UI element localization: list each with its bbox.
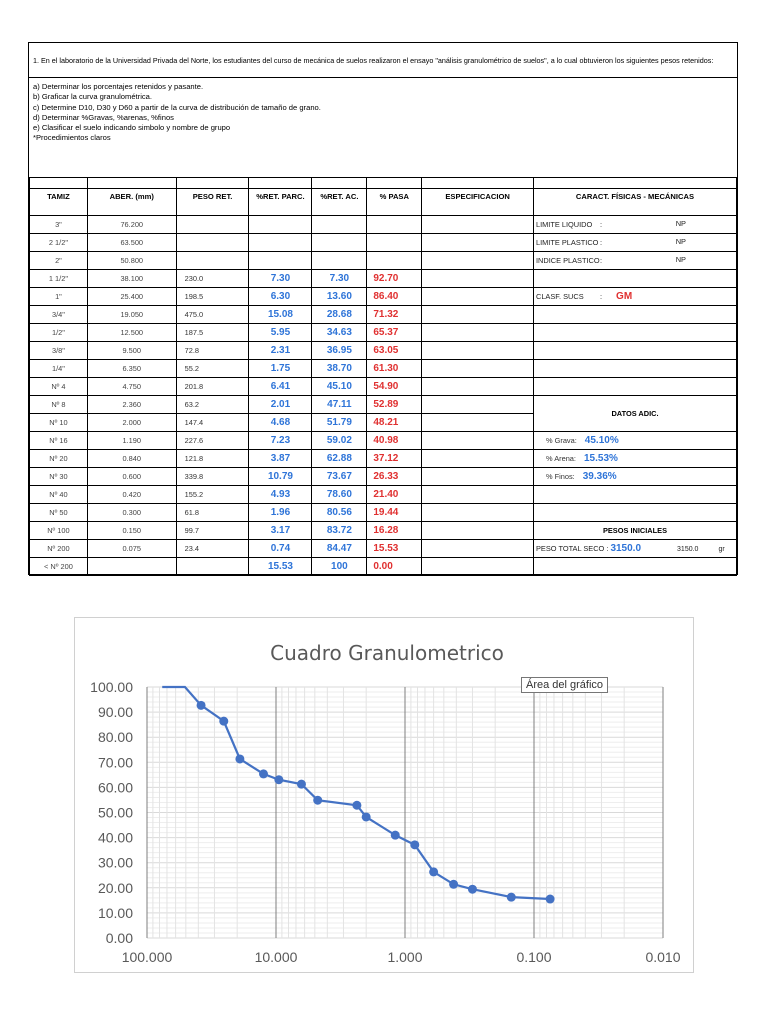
cell-pasa: 61.30 [367, 360, 422, 378]
cell-ret-parc: 0.74 [249, 540, 312, 558]
property-cell [533, 234, 736, 252]
sucs-cell [533, 288, 736, 306]
property-sep: : [606, 544, 609, 553]
cell-tamiz: 3/8" [30, 342, 88, 360]
cell-ret-parc: 3.87 [249, 450, 312, 468]
cell-tamiz: 1/2" [30, 324, 88, 342]
cell-aber: 63.500 [87, 234, 176, 252]
cell-tamiz: 3" [30, 216, 88, 234]
fraction-cell [533, 468, 736, 486]
table-row [30, 522, 737, 540]
property-sep: : [599, 256, 603, 265]
fraction-value: 45.10% [584, 435, 619, 446]
cell-aber: 0.840 [87, 450, 176, 468]
cell-ret-ac: 62.88 [312, 450, 367, 468]
cell-especificacion [422, 270, 534, 288]
y-tick-label: 0.00 [105, 930, 133, 946]
task-item: *Procedimientos claros [33, 133, 111, 143]
cell-peso: 475.0 [176, 306, 249, 324]
table-row [30, 360, 737, 378]
cell-especificacion [422, 306, 534, 324]
cell-ret-ac: 84.47 [312, 540, 367, 558]
cell-peso: 230.0 [176, 270, 249, 288]
peso-total-value-2: 3150.0 [677, 546, 699, 553]
table-row [30, 270, 737, 288]
cell-ret-ac [312, 252, 367, 270]
caract-empty-cell [533, 270, 736, 288]
cell-aber: 0.600 [87, 468, 176, 486]
task-item: e) Clasificar el suelo indicando simbolo y nombre de grupo [33, 123, 231, 133]
y-axis-ticks [90, 679, 133, 946]
header-ret-ac: %RET. AC. [312, 178, 367, 216]
x-tick-label: 10.000 [254, 949, 298, 965]
cell-pasa: 15.53 [367, 540, 422, 558]
task-item: d) Determinar %Gravas, %arenas, %finos [33, 112, 174, 122]
header-especificacion: ESPECIFICACION [422, 178, 534, 216]
cell-pasa: 16.28 [367, 522, 422, 540]
cell-pasa: 65.37 [367, 324, 422, 342]
cell-ret-ac [312, 216, 367, 234]
cell-tamiz: Nº 50 [30, 504, 88, 522]
table-row [30, 432, 737, 450]
fraction-cell [533, 432, 736, 450]
data-point [197, 701, 206, 710]
header-ret-parc: %RET. PARC. [249, 178, 312, 216]
cell-peso: 55.2 [176, 360, 249, 378]
grain-size-chart[interactable] [74, 617, 694, 973]
cell-ret-parc: 2.01 [249, 396, 312, 414]
cell-peso: 99.7 [176, 522, 249, 540]
cell-pasa: 26.33 [367, 468, 422, 486]
cell-aber: 38.100 [87, 270, 176, 288]
cell-aber: 0.300 [87, 504, 176, 522]
cell-ret-parc: 7.30 [249, 270, 312, 288]
cell-ret-ac: 100 [312, 558, 367, 576]
task-item: b) Graficar la curva granulométrica. [33, 92, 153, 102]
caract-empty-cell [533, 342, 736, 360]
cell-tamiz: 1 1/2" [30, 270, 88, 288]
peso-total-cell [533, 540, 736, 558]
cell-peso: 63.2 [176, 396, 249, 414]
table-row [30, 450, 737, 468]
data-point [468, 885, 477, 894]
cell-pasa [367, 252, 422, 270]
table-row [30, 504, 737, 522]
table-row [30, 216, 737, 234]
y-tick-label: 20.00 [97, 879, 133, 896]
cell-pasa: 48.21 [367, 414, 422, 432]
header-peso: PESO RET. [176, 178, 249, 216]
cell-tamiz: Nº 4 [30, 378, 88, 396]
cell-ret-parc: 1.96 [249, 504, 312, 522]
x-axis-ticks [122, 949, 681, 965]
cell-ret-parc: 10.79 [249, 468, 312, 486]
property-label: LIMITE PLASTICO [535, 238, 599, 247]
cell-aber: 25.400 [87, 288, 176, 306]
data-point [274, 775, 283, 784]
table-row [30, 252, 737, 270]
cell-aber [87, 558, 176, 576]
cell-aber: 4.750 [87, 378, 176, 396]
cell-ret-ac: 45.10 [312, 378, 367, 396]
cell-ret-ac: 59.02 [312, 432, 367, 450]
cell-aber: 2.360 [87, 396, 176, 414]
chart-area-tooltip: Área del gráfico [521, 677, 608, 693]
data-point [297, 780, 306, 789]
cell-aber: 19.050 [87, 306, 176, 324]
cell-ret-parc [249, 216, 312, 234]
cell-aber: 50.800 [87, 252, 176, 270]
fraction-value: 15.53% [583, 453, 618, 464]
cell-especificacion [422, 504, 534, 522]
cell-ret-parc: 15.08 [249, 306, 312, 324]
table-row [30, 306, 737, 324]
cell-tamiz: 2 1/2" [30, 234, 88, 252]
data-point [219, 717, 228, 726]
cell-tamiz: 3/4" [30, 306, 88, 324]
data-point [352, 801, 361, 810]
caract-empty-cell [533, 504, 736, 522]
cell-especificacion [422, 540, 534, 558]
peso-total-value: 3150.0 [610, 543, 642, 554]
cell-ret-ac: 34.63 [312, 324, 367, 342]
cell-aber: 12.500 [87, 324, 176, 342]
cell-ret-parc: 15.53 [249, 558, 312, 576]
cell-peso [176, 252, 249, 270]
cell-ret-ac [312, 234, 367, 252]
fraction-value: 39.36% [582, 471, 617, 482]
cell-ret-ac: 78.60 [312, 486, 367, 504]
caract-empty-cell [533, 558, 736, 576]
table-row [30, 378, 737, 396]
cell-peso: 155.2 [176, 486, 249, 504]
sieve-analysis-table [29, 177, 737, 576]
spreadsheet [28, 42, 738, 575]
cell-ret-ac: 28.68 [312, 306, 367, 324]
cell-tamiz: 2" [30, 252, 88, 270]
cell-tamiz: Nº 20 [30, 450, 88, 468]
cell-tamiz: 1" [30, 288, 88, 306]
cell-ret-parc: 2.31 [249, 342, 312, 360]
cell-peso [176, 234, 249, 252]
plot-series [162, 687, 554, 904]
pesos-iniciales-title: PESOS INICIALES [533, 522, 736, 540]
y-tick-label: 100.00 [90, 679, 133, 695]
caract-empty-cell [533, 360, 736, 378]
cell-tamiz: Nº 16 [30, 432, 88, 450]
data-point [410, 840, 419, 849]
property-sep: : [599, 292, 603, 301]
data-point [362, 812, 371, 821]
chart-canvas [75, 618, 695, 974]
caract-empty-cell [533, 378, 736, 396]
cell-especificacion [422, 522, 534, 540]
y-tick-label: 40.00 [97, 829, 133, 846]
cell-especificacion [422, 252, 534, 270]
fraction-cell [533, 450, 736, 468]
x-tick-label: 0.010 [645, 949, 681, 965]
table-row [30, 540, 737, 558]
x-tick-label: 100.000 [121, 949, 173, 965]
cell-ret-ac: 80.56 [312, 504, 367, 522]
cell-tamiz: Nº 8 [30, 396, 88, 414]
cell-ret-parc: 4.93 [249, 486, 312, 504]
property-value: NP [675, 237, 686, 246]
task-item: a) Determinar los porcentajes retenidos y pasante. [33, 82, 204, 91]
header-pasa: % PASA [367, 178, 422, 216]
cell-ret-ac: 7.30 [312, 270, 367, 288]
cell-especificacion [422, 432, 534, 450]
cell-ret-parc: 5.95 [249, 324, 312, 342]
table-row [30, 234, 737, 252]
cell-pasa: 54.90 [367, 378, 422, 396]
table-row [30, 396, 737, 414]
task-item: c) Determine D10, D30 y D60 a partir de la curva de distribución de tamaño de grano. [33, 102, 321, 112]
property-value: NP [675, 219, 686, 228]
property-cell [533, 252, 736, 270]
cell-aber: 0.150 [87, 522, 176, 540]
cell-aber: 0.075 [87, 540, 176, 558]
cell-peso: 227.6 [176, 432, 249, 450]
y-tick-label: 70.00 [97, 754, 133, 771]
property-value: NP [675, 255, 686, 264]
table-row [30, 558, 737, 576]
data-point [546, 895, 555, 904]
data-point [391, 831, 400, 840]
property-label: INDICE PLASTICO [535, 256, 600, 265]
peso-unit: gr [718, 546, 725, 553]
sucs-label: CLASF. SUCS [535, 292, 584, 301]
cell-tamiz: Nº 200 [30, 540, 88, 558]
cell-especificacion [422, 558, 534, 576]
data-point [313, 796, 322, 805]
cell-peso [176, 558, 249, 576]
fraction-label: % Grava: [545, 436, 577, 445]
caract-empty-cell [533, 324, 736, 342]
header-caract: CARACT. FÍSICAS - MECÁNICAS [533, 178, 736, 216]
y-tick-label: 60.00 [97, 779, 133, 796]
table-row [30, 342, 737, 360]
cell-pasa: 40.98 [367, 432, 422, 450]
cell-pasa: 19.44 [367, 504, 422, 522]
cell-especificacion [422, 396, 534, 414]
cell-aber: 2.000 [87, 414, 176, 432]
cell-peso: 121.8 [176, 450, 249, 468]
cell-aber: 0.420 [87, 486, 176, 504]
header-tamiz: TAMIZ [30, 178, 88, 216]
data-point [259, 769, 268, 778]
x-tick-label: 0.100 [516, 949, 552, 965]
cell-ret-ac: 13.60 [312, 288, 367, 306]
table-row [30, 288, 737, 306]
cell-tamiz: < Nº 200 [30, 558, 88, 576]
cell-tamiz: Nº 30 [30, 468, 88, 486]
cell-aber: 1.190 [87, 432, 176, 450]
cell-ret-parc: 1.75 [249, 360, 312, 378]
caract-empty-cell [533, 486, 736, 504]
property-sep: : [599, 220, 603, 229]
cell-peso: 339.8 [176, 468, 249, 486]
cell-pasa [367, 216, 422, 234]
cell-pasa [367, 234, 422, 252]
property-label: LIMITE LIQUIDO [535, 220, 593, 229]
table-row [30, 468, 737, 486]
data-point [507, 893, 516, 902]
fraction-label: % Finos: [545, 472, 575, 481]
sucs-value: GM [616, 291, 633, 302]
cell-ret-parc: 4.68 [249, 414, 312, 432]
y-tick-label: 30.00 [97, 854, 133, 871]
cell-ret-parc: 7.23 [249, 432, 312, 450]
cell-ret-ac: 36.95 [312, 342, 367, 360]
table-row [30, 324, 737, 342]
cell-especificacion [422, 234, 534, 252]
cell-especificacion [422, 468, 534, 486]
cell-tamiz: Nº 10 [30, 414, 88, 432]
cell-especificacion [422, 450, 534, 468]
cell-especificacion [422, 414, 534, 432]
y-tick-label: 90.00 [97, 704, 133, 721]
cell-especificacion [422, 360, 534, 378]
caract-empty-cell [533, 306, 736, 324]
cell-aber: 9.500 [87, 342, 176, 360]
cell-pasa: 37.12 [367, 450, 422, 468]
cell-especificacion [422, 486, 534, 504]
cell-aber: 6.350 [87, 360, 176, 378]
cell-pasa: 63.05 [367, 342, 422, 360]
peso-total-label: PESO TOTAL SECO [535, 544, 605, 553]
y-tick-label: 50.00 [97, 804, 133, 821]
y-tick-label: 80.00 [97, 729, 133, 746]
cell-especificacion [422, 378, 534, 396]
table-header-row [30, 178, 737, 216]
cell-pasa: 52.89 [367, 396, 422, 414]
cell-peso [176, 216, 249, 234]
cell-peso: 61.8 [176, 504, 249, 522]
data-point [429, 867, 438, 876]
cell-ret-ac: 83.72 [312, 522, 367, 540]
y-tick-label: 10.00 [97, 904, 133, 921]
cell-peso: 147.4 [176, 414, 249, 432]
datos-adic-title: DATOS ADIC. [533, 396, 736, 432]
cell-pasa: 92.70 [367, 270, 422, 288]
property-cell [533, 216, 736, 234]
data-point [449, 880, 458, 889]
chart-title: Cuadro Granulometrico [270, 641, 504, 665]
header-aber: ABER. (mm) [87, 178, 176, 216]
cell-pasa: 86.40 [367, 288, 422, 306]
cell-pasa: 21.40 [367, 486, 422, 504]
cell-peso: 23.4 [176, 540, 249, 558]
property-sep: : [599, 238, 603, 247]
cell-peso: 201.8 [176, 378, 249, 396]
cell-tamiz: Nº 40 [30, 486, 88, 504]
cell-tamiz: Nº 100 [30, 522, 88, 540]
cell-ret-parc [249, 234, 312, 252]
cell-especificacion [422, 216, 534, 234]
cell-aber: 76.200 [87, 216, 176, 234]
cell-especificacion [422, 324, 534, 342]
cell-ret-parc: 6.41 [249, 378, 312, 396]
data-point [235, 754, 244, 763]
x-tick-label: 1.000 [387, 949, 423, 965]
cell-pasa: 71.32 [367, 306, 422, 324]
cell-peso: 72.8 [176, 342, 249, 360]
cell-pasa: 0.00 [367, 558, 422, 576]
cell-especificacion [422, 288, 534, 306]
task-list [29, 78, 737, 189]
cell-tamiz: 1/4" [30, 360, 88, 378]
cell-especificacion [422, 342, 534, 360]
cell-ret-ac: 38.70 [312, 360, 367, 378]
cell-peso: 187.5 [176, 324, 249, 342]
problem-statement: 1. En el laboratorio de la Universidad Privada del Norte, los estudiantes del curso de mecánica de suelos realizaron el ensayo "análisis granulométrico de suelos", a lo cual obtuvieron los siguientes pesos retenidos: [29, 43, 737, 78]
cell-ret-parc: 6.30 [249, 288, 312, 306]
cell-ret-parc: 3.17 [249, 522, 312, 540]
table-row [30, 486, 737, 504]
cell-ret-parc [249, 252, 312, 270]
cell-peso: 198.5 [176, 288, 249, 306]
fraction-label: % Arena: [545, 454, 576, 463]
cell-ret-ac: 47.11 [312, 396, 367, 414]
cell-ret-ac: 73.67 [312, 468, 367, 486]
table-body [30, 216, 737, 576]
cell-ret-ac: 51.79 [312, 414, 367, 432]
